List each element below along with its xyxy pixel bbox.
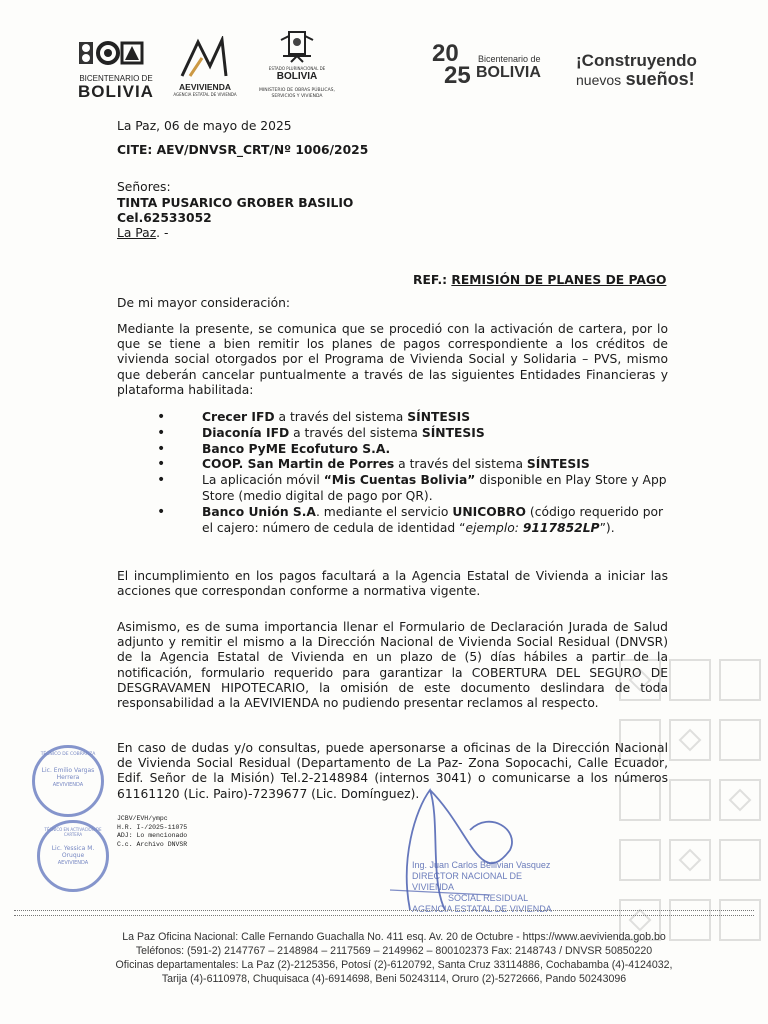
seal1-ring: TÉCNICO DE COBRANZA (40, 752, 96, 757)
entity-name: Diaconía IFD (202, 425, 290, 440)
bolivia-label: BOLIVIA (78, 82, 154, 101)
slogan-line-1: ¡Construyendo (576, 51, 697, 70)
list-item (157, 457, 668, 473)
logo-aevivienda (170, 36, 240, 106)
example-label: ejemplo: (465, 520, 523, 535)
bank-name: Banco Unión S.A (202, 504, 316, 519)
ref-initials: JCBV/EVH/ympc (117, 815, 168, 822)
entity-name: Banco PyME Ecofuturo S.A. (202, 441, 391, 456)
health-form-paragraph: Asimismo, es de suma importancia llenar el Formulario de Declaración Jurada de Salud adjunto y remitir el mismo a la Dirección Nacional de Vivienda Social Residual (DNVSR) de la Agencia Estatal de Vivienda en un plazo de (5) días hábiles a partir de la notificación, formulario requerido para garantizar la COBERTURA DEL SEGURO DE DESGRAVAMEN HIPOTECARIO, la omisión de este documento deslindara de toda responsabilidad a la AEVIVIENDA no pudiendo presentar reclamos al respecto. (117, 620, 668, 711)
entity-name: Crecer IFD (202, 410, 275, 424)
entity-system: SÍNTESIS (421, 425, 485, 440)
app-intro: La aplicación móvil (202, 473, 324, 488)
intro-paragraph: Mediante la presente, se comunica que se procedió con la activación de cartera, por lo que se tiene a bien remitir los planes de pagos correspondiente a los créditos de vivienda social otorgados por el Programa de Vivienda Social y Solidaria – PVS, mismo que deberán cancelar puntualmente a través de las siguientes Entidades Financieras y plataforma habilitada: (117, 322, 668, 397)
aevivienda-logo-icon (170, 36, 240, 78)
stamp-seal-activacion (37, 820, 109, 892)
service-name: UNICOBRO (452, 504, 527, 519)
app-name: “Mis Cuentas Bolivia” (323, 473, 476, 488)
recipient-city (117, 226, 168, 241)
list-item (157, 505, 668, 537)
ref-cc: C.c. Archivo DNVSR (117, 840, 188, 848)
app-detail: disponible en Play Store y App Store (medio digital de pago por QR). (202, 473, 667, 503)
slogan-nuevos: nuevos (576, 72, 622, 88)
payment-channels-list (157, 410, 668, 536)
seal1-center: Lic. Emilio Vargas Herrera (41, 767, 95, 781)
entity-via: a través del sistema (394, 457, 527, 472)
entity-name: COOP. San Martin de Porres (202, 457, 395, 472)
entity-via: a través del sistema (289, 425, 422, 440)
signature-stamp (412, 860, 562, 915)
place-date: La Paz, 06 de mayo de 2025 (117, 119, 292, 133)
signer-title-1: DIRECTOR NACIONAL DE VIVIENDA (412, 871, 523, 892)
bicentenario-2025-bolivia: BOLIVIA (476, 64, 541, 81)
footer-offices-2: Tarija (4)-6110978, Chuquisaca (4)-6914698, Beni 50243114, Oruro (2)-5272666, Pando 50243096 (161, 973, 627, 985)
entity-system: SÍNTESIS (407, 410, 471, 424)
reference (413, 273, 666, 288)
example-value: 9117852LP (522, 520, 600, 535)
footer-phones: Teléfonos: (591-2) 2147767 – 2148984 – 2117569 – 2149962 – 800102373 Fax: 2148743 / DNVSR 50850220 (135, 945, 653, 957)
recipient-phone: Cel.62533052 (117, 211, 212, 225)
year-top: 20 (432, 40, 459, 67)
aevivienda-label: AEVIVIENDA (179, 82, 231, 92)
ministerio-name: MINISTERIO DE OBRAS PÚBLICAS, SERVICIOS Y VIVIENDA (259, 88, 335, 99)
cite: CITE: AEV/DNVSR_CRT/Nº 1006/2025 (117, 143, 369, 157)
signer-name: Ing. Juan Carlos Bellivian Vasquez (412, 860, 551, 870)
slogan-suenos: sueños! (625, 69, 695, 89)
list-item (157, 473, 668, 505)
aevivienda-sub-label: AGENCIA ESTATAL DE VIVIENDA (173, 92, 237, 97)
seal2-center: Lic. Yessica M. Oruque (51, 845, 95, 859)
service-detail: (código requerido por el cajero: número de cedula de identidad “ (202, 504, 664, 535)
reference-codes (117, 815, 187, 849)
greeting: De mi mayor consideración: (117, 296, 291, 310)
signer-org: AGENCIA ESTATAL DE VIVIENDA (412, 904, 552, 914)
logo-bicentenario-2025 (432, 42, 560, 98)
bicentenario-2025-label: Bicentenario de (478, 54, 541, 64)
bicentenario-small-label: BICENTENARIO DE (79, 74, 153, 83)
footer-divider (14, 910, 754, 916)
footer (84, 930, 704, 986)
list-item (157, 426, 668, 442)
service-close: ”). (599, 520, 615, 535)
city-name: La Paz (117, 226, 157, 240)
city-suffix: . - (156, 226, 169, 240)
coat-of-arms-icon (277, 26, 317, 66)
logo-bicentenario-bolivia (75, 40, 157, 100)
recipient-name: TINTA PUSARICO GROBER BASILIO (117, 196, 354, 210)
ref-label: REF.: (413, 273, 448, 287)
seal2-ring: TÉCNICO EN ACTIVACIÓN DE CARTERA (44, 827, 102, 837)
seal2-org: AEVIVIENDA (57, 860, 89, 866)
stamp-seal-cobranza (32, 745, 104, 817)
salutation: Señores: (117, 180, 171, 194)
slogan (576, 52, 716, 90)
ref-text: REMISIÓN DE PLANES DE PAGO (451, 273, 667, 287)
entity-system: SÍNTESIS (526, 457, 590, 472)
ministerio-bolivia: BOLIVIA (276, 71, 318, 82)
contact-paragraph: En caso de dudas y/o consultas, puede apersonarse a oficinas de la Dirección Nacional de Vivienda Social Residual (Departamento de La Paz- Zona Sopocachi, Calle Ecuador, Edif. Señor de la Misión) Tel.2-2148984 (internos 3041) o comunicarse a los números 61161120 (Lic. Pairo)-7239677 (Lic. Domínguez). (117, 741, 668, 801)
year-bottom: 25 (444, 62, 471, 89)
default-warning-paragraph: El incumplimiento en los pagos facultará a la Agencia Estatal de Vivienda a iniciar las acciones que correspondan conforme a normativa vigente. (117, 569, 668, 599)
bank-via: . mediante el servicio (315, 504, 453, 519)
bicentenario-emblem-icon (75, 40, 157, 70)
ref-adj: ADJ: Lo mencionado (117, 832, 188, 839)
logo-ministerio (252, 26, 342, 108)
list-item (157, 442, 668, 458)
footer-address: La Paz Oficina Nacional: Calle Fernando Guachalla No. 411 esq. Av. 20 de Octubre - https://www.aevivienda.gob.bo (122, 931, 666, 943)
list-item (157, 410, 668, 426)
seal1-org: AEVIVIENDA (52, 782, 84, 788)
signer-title-2: SOCIAL RESIDUAL (448, 893, 529, 903)
entity-via: a través del sistema (274, 410, 408, 424)
ministerio-country: ESTADO PLURINACIONAL DE (268, 66, 326, 71)
ref-hr: H.R. I-/2025-11075 (117, 823, 188, 831)
footer-offices-1: Oficinas departamentales: La Paz (2)-2125356, Potosí (2)-6120792, Santa Cruz 33114886, Cochabamba (4)-4124032, (115, 959, 673, 971)
